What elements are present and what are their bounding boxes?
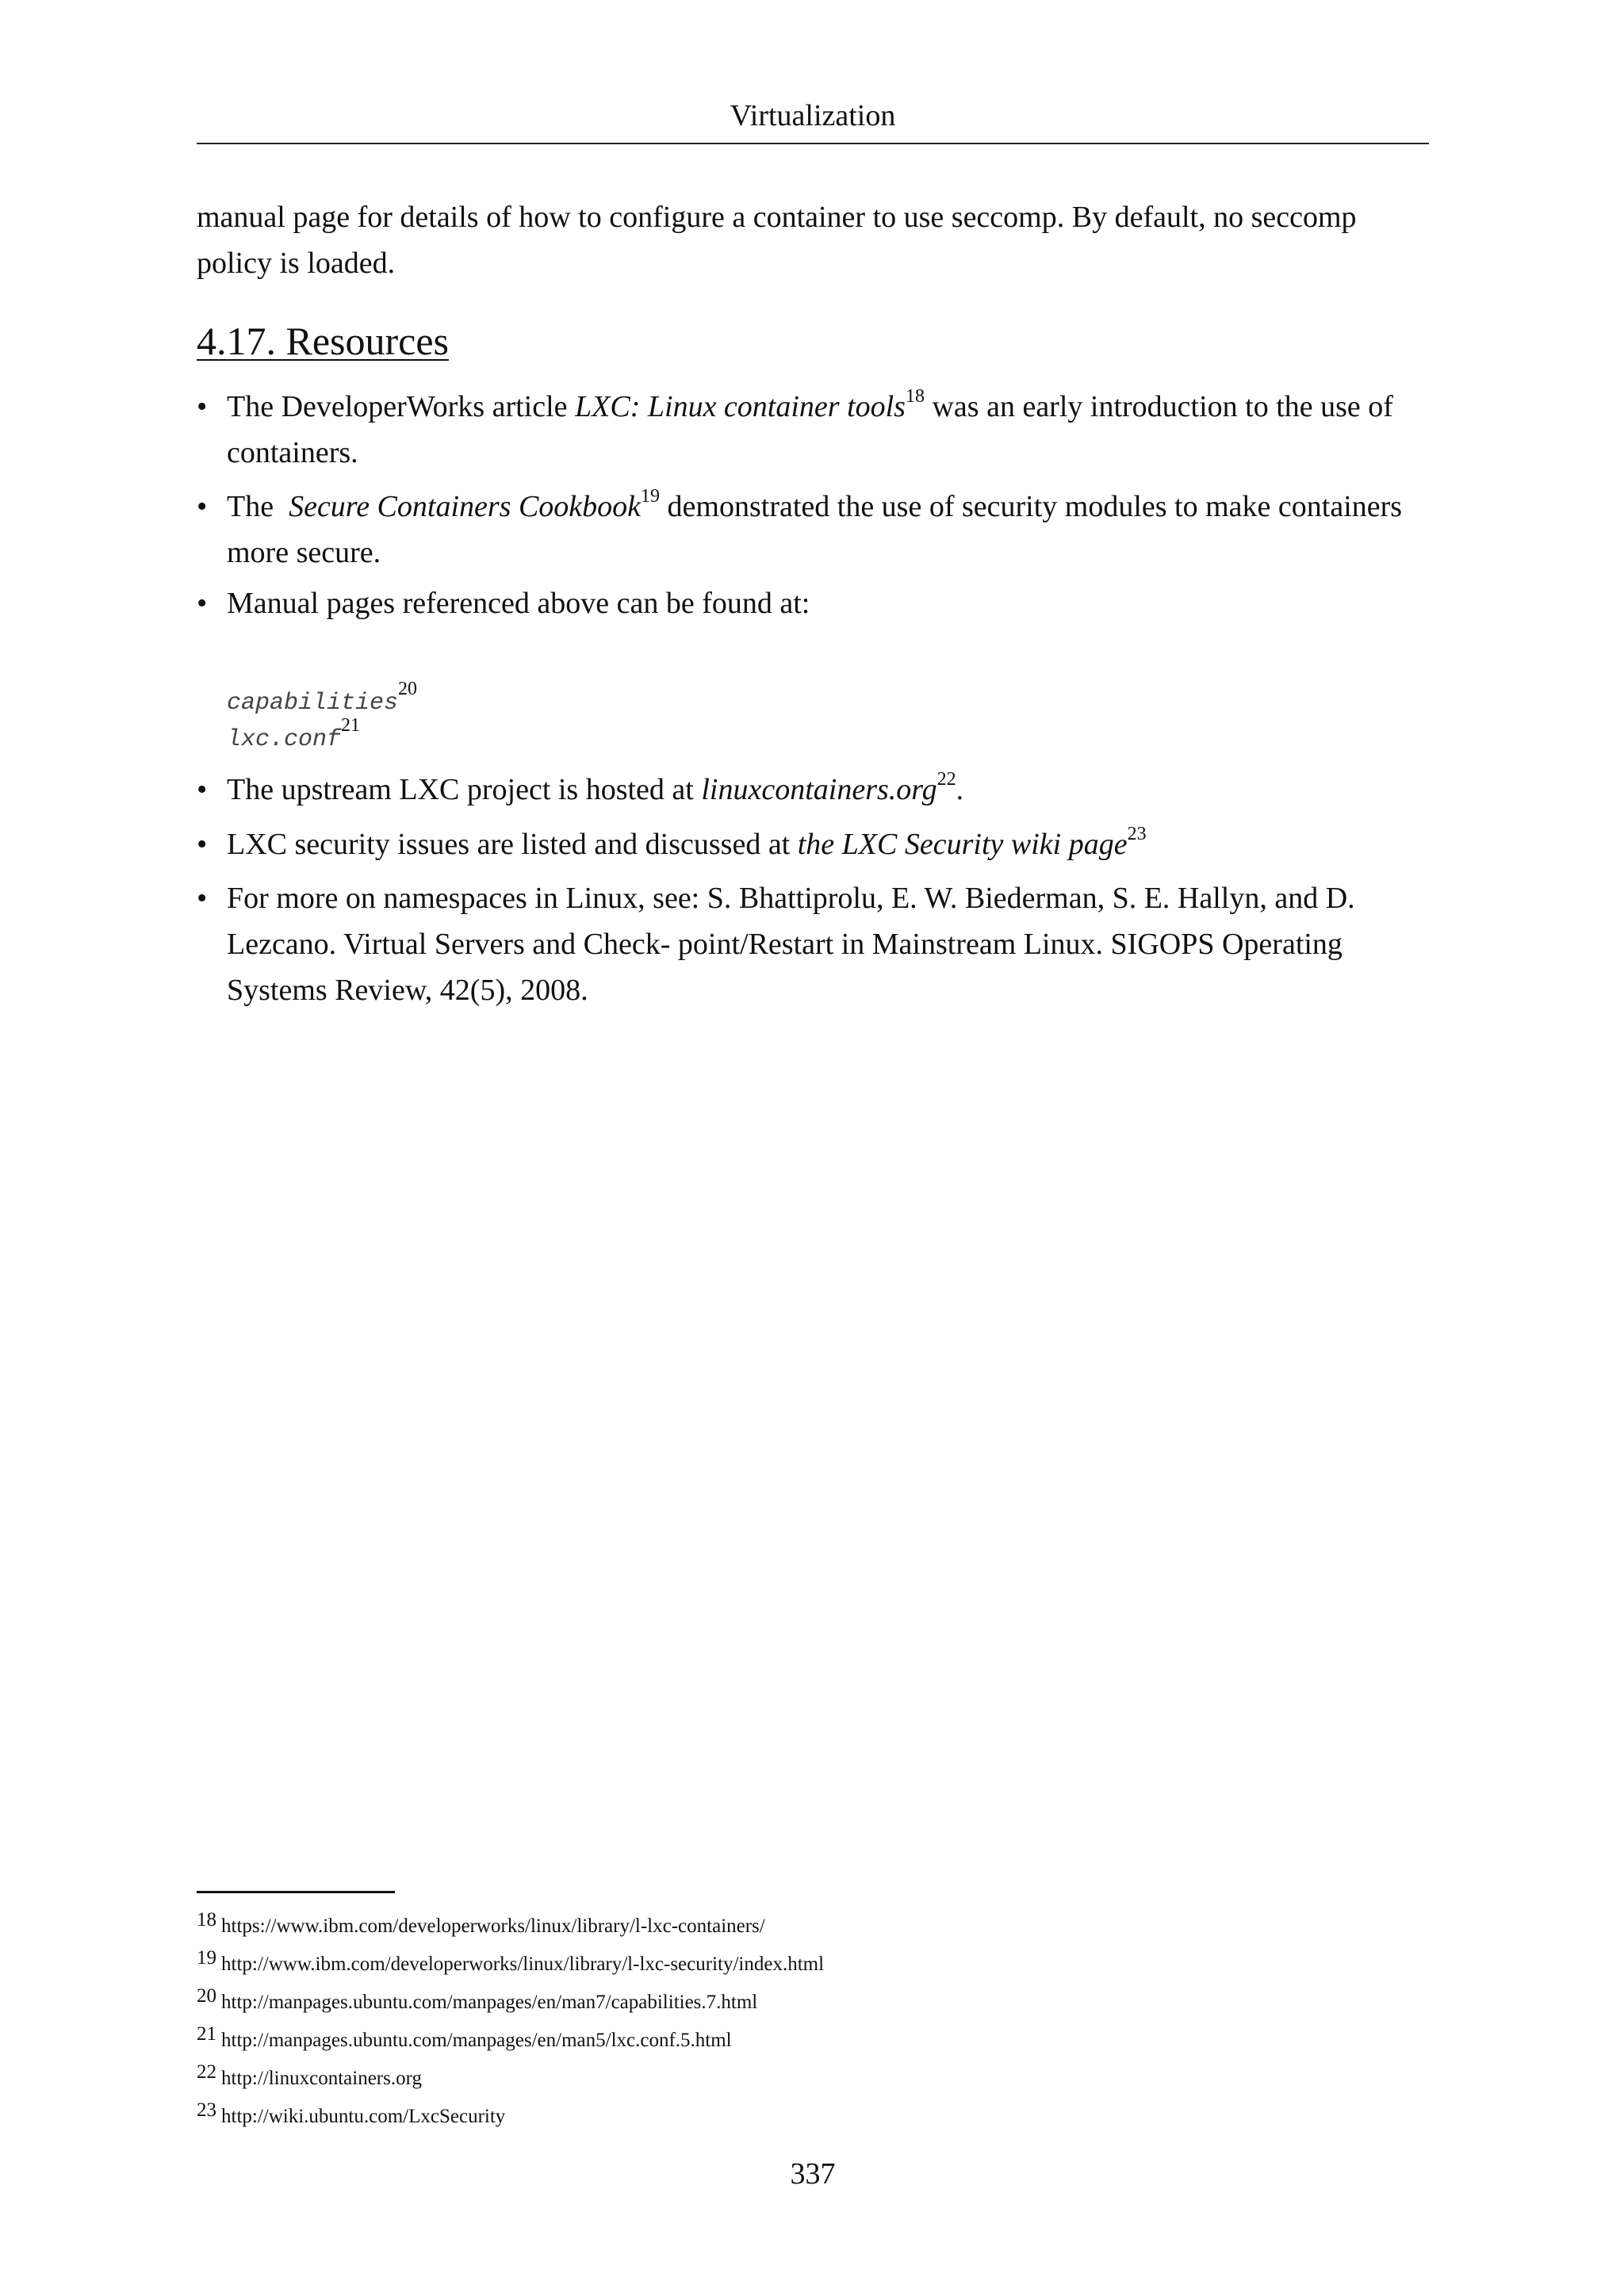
page-number: 337 xyxy=(790,2157,836,2191)
bullet-developerworks xyxy=(197,384,1429,476)
article-title-link[interactable]: LXC: Linux container tools xyxy=(575,390,906,423)
bullet-text: . xyxy=(956,773,964,806)
footnote-ref[interactable]: 18 xyxy=(905,386,925,407)
bullet-text: The DeveloperWorks article xyxy=(227,390,576,423)
manpage-lxc-conf[interactable] xyxy=(227,715,361,756)
intro-paragraph: manual page for details of how to configure a container to use seccomp. By default, no seccomp policy is loaded. xyxy=(197,201,1357,280)
manpage-name: lxc.conf xyxy=(227,726,342,753)
footnote-20 xyxy=(197,1980,824,2019)
footnote-number: 22 xyxy=(197,2061,216,2083)
footnote-url[interactable]: http://linuxcontainers.org xyxy=(221,2068,422,2089)
footnote-18 xyxy=(197,1904,824,1942)
bullet-security-issues xyxy=(197,821,1429,867)
security-wiki-link[interactable]: the LXC Security wiki page xyxy=(797,828,1128,861)
bullet-namespaces xyxy=(197,875,1429,1013)
manpage-name: capabilities xyxy=(227,690,399,717)
footnote-number: 19 xyxy=(197,1947,216,1969)
footnote-divider xyxy=(197,1891,395,1893)
footnotes xyxy=(197,1904,824,2133)
bullet-manual-pages xyxy=(197,580,1429,626)
linuxcontainers-link[interactable]: linuxcontainers.org xyxy=(701,773,937,806)
footnote-url[interactable]: http://www.ibm.com/developerworks/linux/library/l-lxc-security/index.html xyxy=(221,1954,825,1975)
footnote-22 xyxy=(197,2057,824,2095)
footnote-ref[interactable]: 21 xyxy=(341,715,361,736)
bullet-body xyxy=(227,767,1429,813)
footnote-number: 23 xyxy=(197,2099,216,2121)
bullet-body xyxy=(227,821,1429,867)
bullet-body xyxy=(227,484,1429,576)
footnote-url[interactable]: https://www.ibm.com/developerworks/linux/library/l-lxc-containers/ xyxy=(221,1915,765,1937)
bullet-body xyxy=(227,384,1429,476)
footnote-number: 18 xyxy=(197,1909,216,1931)
bullet-text: demonstrated the use of security modules to make containers more secure. xyxy=(227,490,1403,569)
bullet-dot: • xyxy=(197,882,208,915)
bullet-dot: • xyxy=(197,773,208,806)
footnote-21 xyxy=(197,2019,824,2057)
running-header: Virtualization xyxy=(730,99,896,132)
footnote-url[interactable]: http://wiki.ubuntu.com/LxcSecurity xyxy=(221,2106,506,2127)
bullet-body: Manual pages referenced above can be found at: xyxy=(227,587,810,620)
footnote-ref[interactable]: 23 xyxy=(1127,824,1147,844)
bullet-text: The xyxy=(227,490,289,523)
footnote-number: 21 xyxy=(197,2023,216,2045)
bullet-text: was an early introduction to the use of containers. xyxy=(227,390,1393,469)
footnote-19 xyxy=(197,1942,824,1980)
bullet-cookbook xyxy=(197,484,1429,576)
header-divider xyxy=(197,143,1429,144)
cookbook-title-link[interactable]: Secure Containers Cookbook xyxy=(289,490,642,523)
bullet-dot: • xyxy=(197,587,208,620)
footnote-ref[interactable]: 20 xyxy=(398,679,418,699)
bullet-text: The upstream LXC project is hosted at xyxy=(227,773,702,806)
bullet-text: LXC security issues are listed and discussed at xyxy=(227,828,798,861)
section-heading: 4.17. Resources xyxy=(197,319,449,363)
bullet-body: For more on namespaces in Linux, see: S. Bhattiprolu, E. W. Biederman, S. E. Hallyn, and D. Lezcano. Virtual Servers and Check- point/Restart in Mainstream Linux. SIGOPS Operating Systems Review, 42(5), 2008. xyxy=(227,882,1355,1007)
footnote-ref[interactable]: 19 xyxy=(641,486,661,507)
bullet-dot: • xyxy=(197,828,208,861)
bullet-upstream xyxy=(197,767,1429,813)
footnote-url[interactable]: http://manpages.ubuntu.com/manpages/en/man5/lxc.conf.5.html xyxy=(221,2030,732,2051)
footnote-23 xyxy=(197,2095,824,2133)
manpage-capabilities[interactable] xyxy=(227,679,418,719)
bullet-dot: • xyxy=(197,490,208,523)
footnote-url[interactable]: http://manpages.ubuntu.com/manpages/en/man7/capabilities.7.html xyxy=(221,1992,758,2013)
footnote-number: 20 xyxy=(197,1985,216,2007)
bullet-dot: • xyxy=(197,390,208,423)
footnote-ref[interactable]: 22 xyxy=(936,769,956,790)
